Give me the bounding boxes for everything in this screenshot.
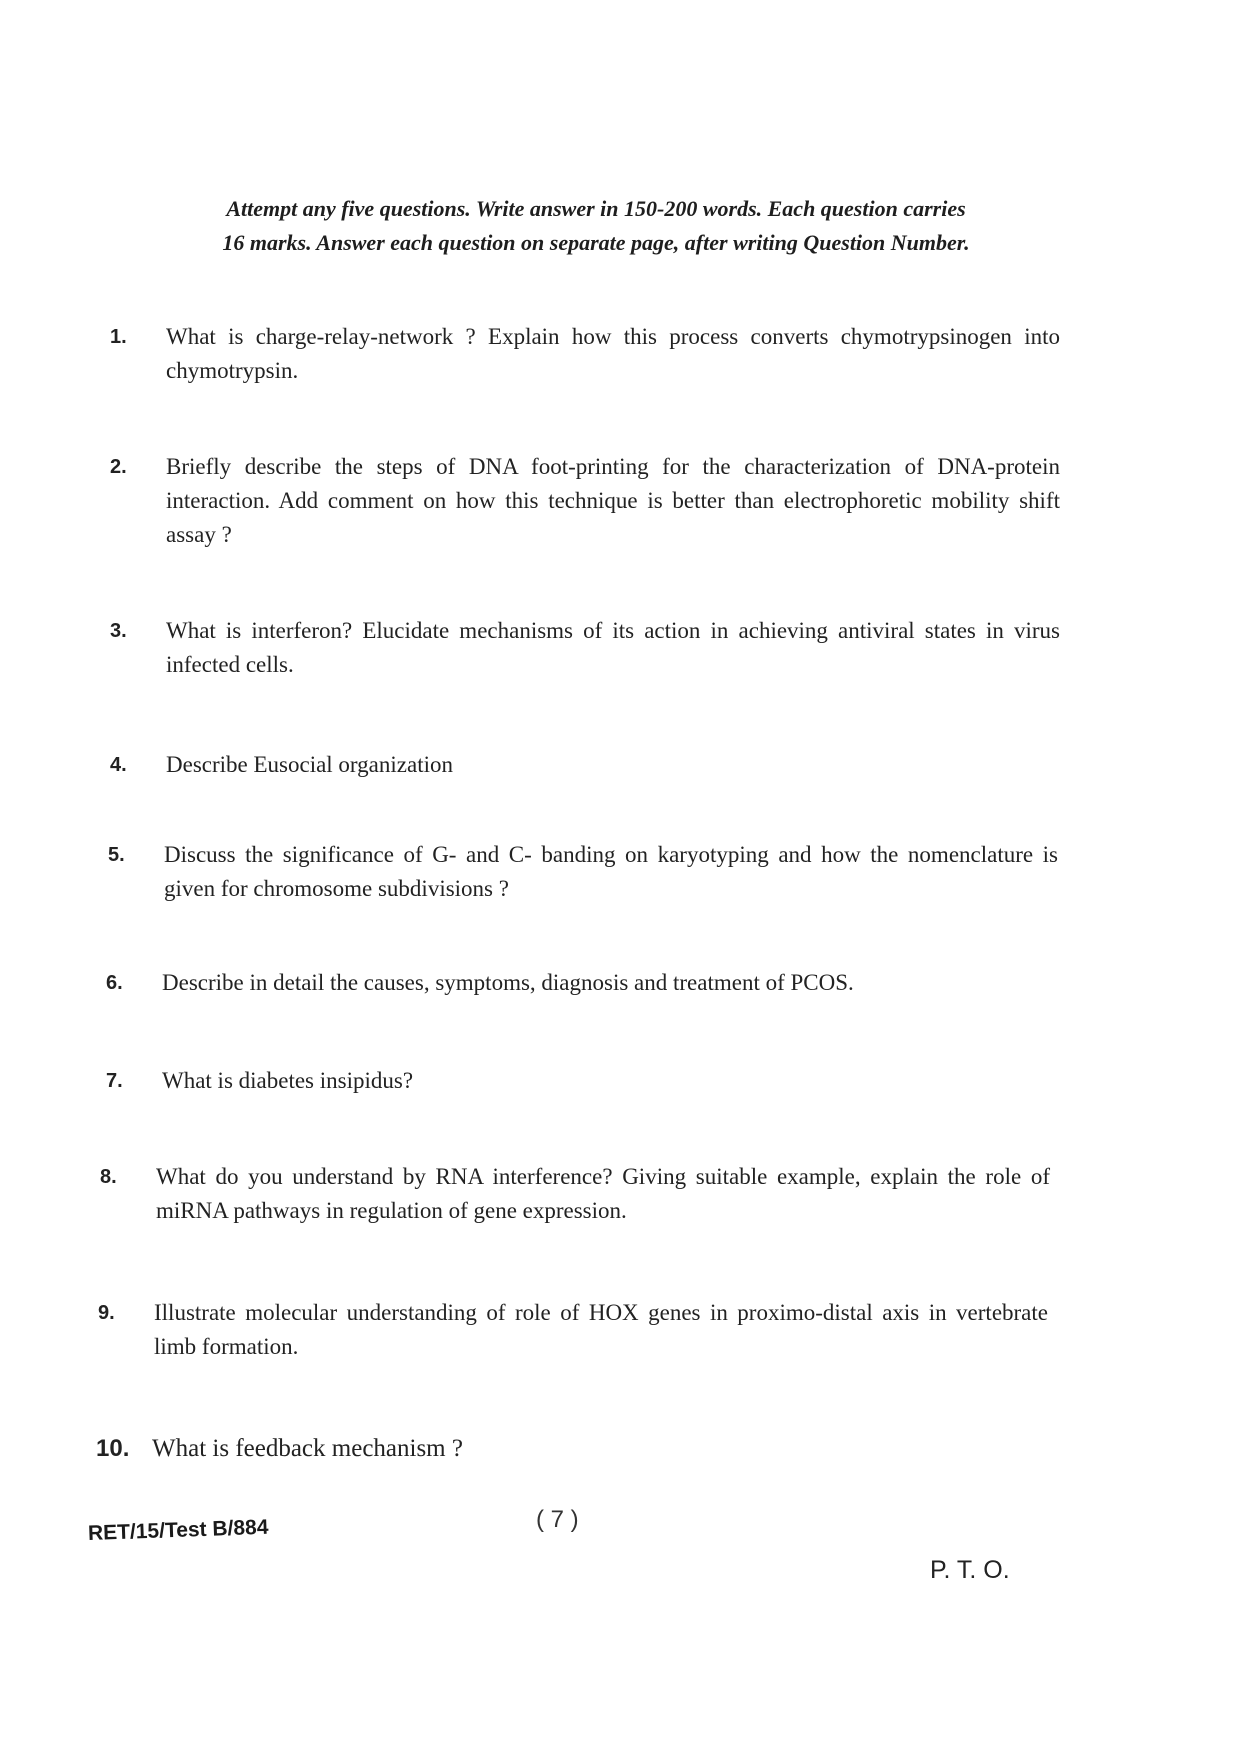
question-number: 3. [110,620,127,642]
paper-code: RET/15/Test B/884 [87,1515,269,1545]
question-1 [110,320,1060,388]
question-text: Illustrate molecular understanding of role of HOX genes in proximo-distal axis in vertebrate limb formation. [154,1300,1048,1359]
instructions-line-2: 16 marks. Answer each question on separate page, after writing Question Number. [222,230,970,255]
question-text: What is charge-relay-network ? Explain how this process converts chymotrypsinogen into chymotrypsin. [166,324,1060,383]
question-text: Describe Eusocial organization [166,752,453,777]
instructions [132,192,1060,260]
question-number: 10. [96,1435,130,1462]
question-text: What is feedback mechanism ? [152,1435,463,1462]
instructions-line-1: Attempt any five questions. Write answer in 150-200 words. Each question carries [226,196,966,221]
question-number: 6. [106,972,123,994]
page-number: ( 7 ) [536,1506,579,1533]
question-text: Briefly describe the steps of DNA foot-printing for the characterization of DNA-protein interaction. Add comment on how this technique is better than electrophoretic mobility shift assay ? [166,454,1060,547]
question-number: 2. [110,456,127,478]
question-text: Describe in detail the causes, symptoms, diagnosis and treatment of PCOS. [162,970,854,995]
question-text: Discuss the significance of G- and C- banding on karyotyping and how the nomenclature is given for chromosome subdivisions ? [164,842,1058,901]
question-number: 8. [100,1166,117,1188]
question-text: What do you understand by RNA interference? Giving suitable example, explain the role of miRNA pathways in regulation of gene expression. [156,1164,1050,1223]
question-number: 9. [98,1302,115,1324]
question-10 [96,1432,1046,1466]
question-3 [110,614,1060,682]
please-turn-over: P. T. O. [930,1556,1010,1584]
question-9 [98,1296,1048,1364]
question-5 [108,838,1058,906]
question-6 [106,966,1056,1000]
question-8 [100,1160,1050,1228]
question-number: 7. [106,1070,123,1092]
question-4 [110,748,1060,782]
question-number: 5. [108,844,125,866]
question-number: 4. [110,754,127,776]
question-number: 1. [110,326,127,348]
question-text: What is interferon? Elucidate mechanisms of its action in achieving antiviral states in virus infected cells. [166,618,1060,677]
question-7 [106,1064,1056,1098]
question-text: What is diabetes insipidus? [162,1068,414,1093]
question-2 [110,450,1060,552]
